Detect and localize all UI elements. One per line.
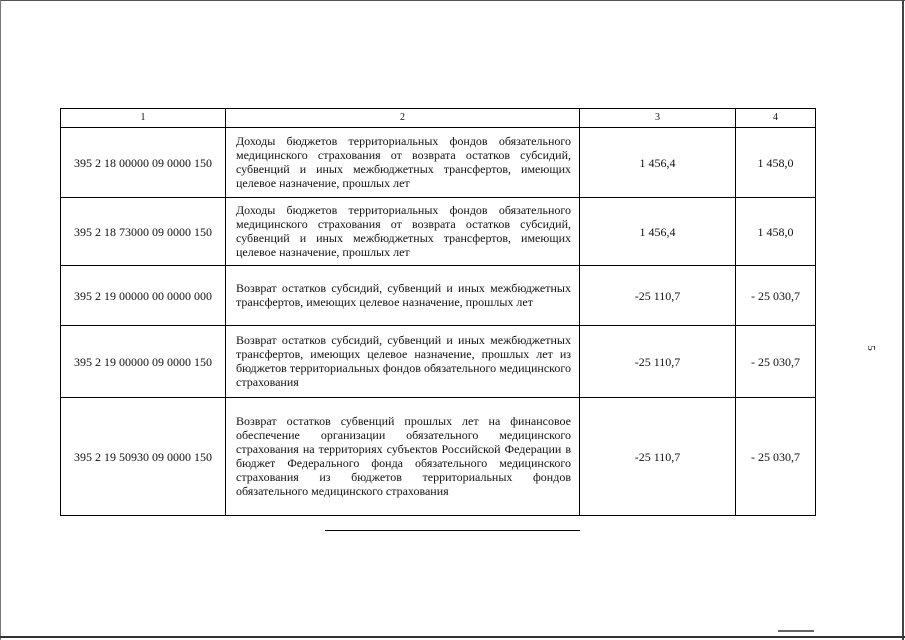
table-row — [61, 398, 816, 516]
scan-edge-bottom — [0, 636, 905, 638]
description-cell: Возврат остатков субсидий, субвенций и иных межбюджетных трансфертов, имеющих целевое назначение, прошлых лет — [226, 266, 580, 326]
amount-cell-col3: -25 110,7 — [580, 326, 736, 398]
amount-cell-col3: 1 456,4 — [580, 128, 736, 198]
scan-edge-right — [902, 0, 904, 640]
budget-code-cell: 395 2 19 00000 09 0000 150 — [61, 326, 226, 398]
budget-code-cell: 395 2 18 73000 09 0000 150 — [61, 198, 226, 266]
amount-cell-col4: 1 458,0 — [736, 128, 816, 198]
page-number: 5 — [864, 345, 877, 351]
description-cell: Доходы бюджетов территориальных фондов обязательного медицинского страхования от возврата остатков субсидий, субвенций и иных межбюджетных трансфертов, имеющих целевое назначение, прошлых лет — [226, 128, 580, 198]
budget-table — [60, 108, 816, 516]
amount-cell-col4: - 25 030,7 — [736, 398, 816, 516]
amount-cell-col4: - 25 030,7 — [736, 266, 816, 326]
amount-cell-col4: 1 458,0 — [736, 198, 816, 266]
amount-cell-col3: 1 456,4 — [580, 198, 736, 266]
amount-cell-col3: -25 110,7 — [580, 398, 736, 516]
description-cell: Возврат остатков субсидий, субвенций и иных межбюджетных трансфертов, имеющих целевое назначение, прошлых лет из бюджетов территориальных фондов обязательного медицинского страхования — [226, 326, 580, 398]
scan-edge-top — [0, 0, 905, 1]
scan-edge-left — [0, 0, 1, 640]
table-header-row — [61, 109, 816, 128]
amount-cell-col4: - 25 030,7 — [736, 326, 816, 398]
description-cell: Возврат остатков субвенций прошлых лет на финансовое обеспечение организации обязательного медицинского страхования на территориях субъектов Российской Федерации в бюджет Федерального фонда обязательного медицинского страхования из бюджетов территориальных фондов обязательного медицинского страхования — [226, 398, 580, 516]
table-row — [61, 198, 816, 266]
closing-rule — [325, 530, 580, 531]
table-row — [61, 128, 816, 198]
budget-code-cell: 395 2 18 00000 09 0000 150 — [61, 128, 226, 198]
table-row — [61, 326, 816, 398]
column-header: 1 — [61, 109, 226, 128]
description-cell: Доходы бюджетов территориальных фондов обязательного медицинского страхования от возврата остатков субсидий, субвенций и иных межбюджетных трансфертов, имеющих целевое назначение, прошлых лет — [226, 198, 580, 266]
column-header: 2 — [226, 109, 580, 128]
table-row — [61, 266, 816, 326]
amount-cell-col3: -25 110,7 — [580, 266, 736, 326]
scan-mark — [778, 630, 814, 632]
column-header: 3 — [580, 109, 736, 128]
budget-code-cell: 395 2 19 50930 09 0000 150 — [61, 398, 226, 516]
budget-code-cell: 395 2 19 00000 00 0000 000 — [61, 266, 226, 326]
column-header: 4 — [736, 109, 816, 128]
